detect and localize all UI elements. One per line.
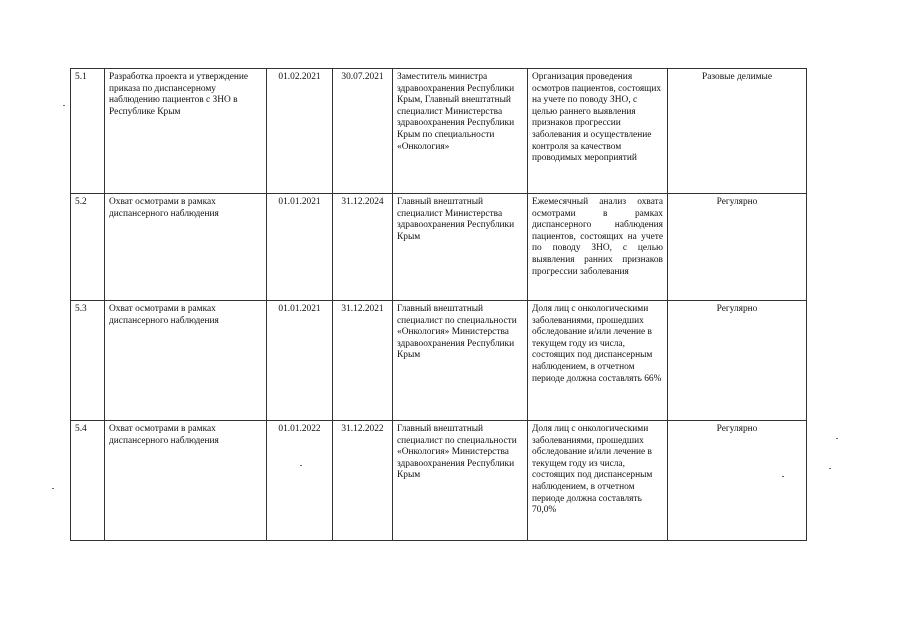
indicator: Регулярно <box>668 421 807 541</box>
end-date: 30.07.2021 <box>333 69 393 194</box>
row-number: 5.3 <box>71 301 105 421</box>
scan-speck <box>782 476 784 477</box>
end-date: 31.12.2024 <box>333 194 393 301</box>
scan-speck <box>63 105 65 106</box>
expected-result: Доля лиц с онкологическими заболеваниями, прошедших обследование и/или лечение в текущем году из числа, состоящих под диспансерным наблюдением, в отчетном периоде должна составлять 70,0% <box>528 421 668 541</box>
responsible-person: Заместитель министра здравоохранения Республики Крым, Главный внештатный специалист Министерства здравоохранения Республики Крым по специальности «Онкология» <box>393 69 528 194</box>
end-date: 31.12.2021 <box>333 301 393 421</box>
measure-name: Разработка проекта и утверждение приказа по диспансерному наблюдению пациентов с ЗНО в Республике Крым <box>105 69 267 194</box>
responsible-person: Главный внештатный специалист по специальности «Онкология» Министерства здравоохранения Республики Крым <box>393 421 528 541</box>
measure-name: Охват осмотрами в рамках диспансерного наблюдения <box>105 301 267 421</box>
indicator: Разовые делимые <box>668 69 807 194</box>
start-date: 01.01.2021 <box>267 301 333 421</box>
table-row <box>71 194 807 301</box>
table-row <box>71 421 807 541</box>
scan-speck <box>836 438 838 439</box>
responsible-person: Главный внештатный специалист по специальности «Онкология» Министерства здравоохранения Республики Крым <box>393 301 528 421</box>
scan-speck <box>300 465 302 466</box>
indicator: Регулярно <box>668 194 807 301</box>
table-row <box>71 69 807 194</box>
expected-result: Доля лиц с онкологическими заболеваниями, прошедших обследование и/или лечение в текущем году из числа, состоящих под диспансерным наблюдением, в отчетном периоде должна составлять 66% <box>528 301 668 421</box>
indicator: Регулярно <box>668 301 807 421</box>
measures-table <box>70 68 807 541</box>
start-date: 01.02.2021 <box>267 69 333 194</box>
row-number: 5.4 <box>71 421 105 541</box>
measure-name: Охват осмотрами в рамках диспансерного наблюдения <box>105 421 267 541</box>
table-row <box>71 301 807 421</box>
measure-name: Охват осмотрами в рамках диспансерного наблюдения <box>105 194 267 301</box>
end-date: 31.12.2022 <box>333 421 393 541</box>
expected-result: Организация проведения осмотров пациентов, состоящих на учете по поводу ЗНО, с целью раннего выявления признаков прогрессии заболевания и осуществление контроля за качеством проводимых мероприятий <box>528 69 668 194</box>
scan-speck <box>829 468 831 469</box>
scan-speck <box>52 488 54 489</box>
start-date: 01.01.2022 <box>267 421 333 541</box>
expected-result: Ежемесячный анализ охвата осмотрами в рамках диспансерного наблюдения пациентов, состоящих на учете по поводу ЗНО, с целью выявления ранних признаков прогрессии заболевания <box>528 194 668 301</box>
responsible-person: Главный внештатный специалист Министерства здравоохранения Республики Крым <box>393 194 528 301</box>
start-date: 01.01.2021 <box>267 194 333 301</box>
row-number: 5.1 <box>71 69 105 194</box>
row-number: 5.2 <box>71 194 105 301</box>
